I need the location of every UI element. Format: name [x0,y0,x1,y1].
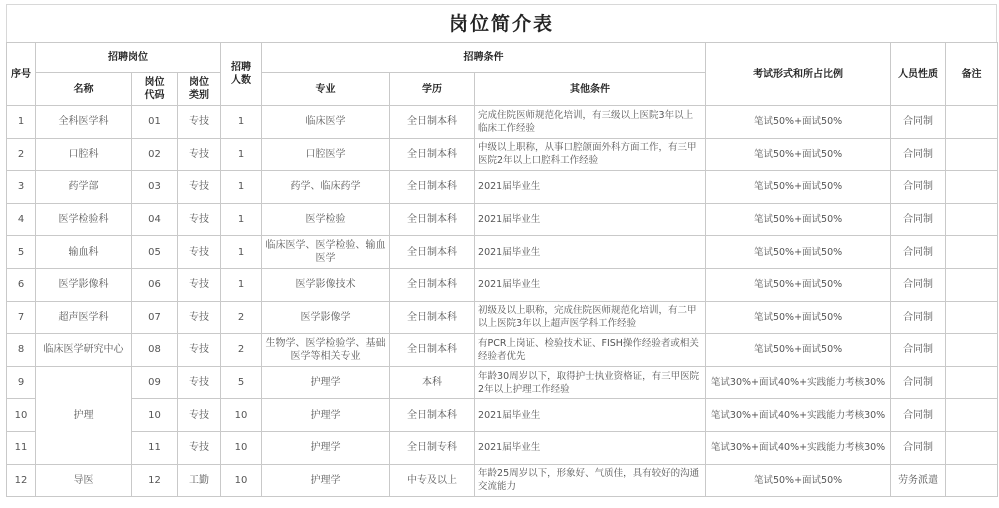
cell-exam: 笔试50%+面试50% [706,138,891,171]
cell-staff-type: 合同制 [891,268,946,301]
cell-remark [946,236,998,269]
cell-code: 06 [132,268,178,301]
cell-category: 专技 [178,301,221,334]
cell-major: 医学影像技术 [262,268,390,301]
cell-major: 护理学 [262,464,390,497]
cell-exam: 笔试50%+面试50% [706,236,891,269]
cell-other: 2021届毕业生 [475,171,706,204]
cell-remark [946,464,998,497]
header-remark: 备注 [946,43,998,106]
cell-exam: 笔试50%+面试50% [706,301,891,334]
positions-table [6,42,998,497]
cell-remark [946,268,998,301]
table-row [7,431,998,464]
cell-seq: 5 [7,236,36,269]
cell-name: 医学影像科 [36,268,132,301]
cell-education: 全日制本科 [390,236,475,269]
cell-code: 03 [132,171,178,204]
cell-other: 年龄30周岁以下，取得护士执业资格证，有三甲医院2年以上护理工作经验 [475,366,706,399]
cell-exam: 笔试30%+面试40%+实践能力考核30% [706,399,891,432]
cell-count: 1 [221,236,262,269]
table-row [7,171,998,204]
cell-code: 08 [132,334,178,367]
table-row [7,366,998,399]
cell-seq: 4 [7,203,36,236]
cell-name: 导医 [36,464,132,497]
cell-seq: 9 [7,366,36,399]
cell-education: 全日制本科 [390,106,475,139]
cell-count: 1 [221,203,262,236]
cell-education: 全日制本科 [390,301,475,334]
cell-exam: 笔试50%+面试50% [706,171,891,204]
cell-count: 10 [221,431,262,464]
cell-category: 专技 [178,171,221,204]
cell-seq: 10 [7,399,36,432]
cell-remark [946,138,998,171]
cell-code: 12 [132,464,178,497]
page-title: 岗位简介表 [6,4,997,42]
cell-count: 10 [221,464,262,497]
cell-code: 09 [132,366,178,399]
header-major: 专业 [262,73,390,106]
header-other: 其他条件 [475,73,706,106]
cell-remark [946,106,998,139]
table-row [7,203,998,236]
cell-other: 中级以上职称，从事口腔颌面外科方面工作，有三甲医院2年以上口腔科工作经验 [475,138,706,171]
cell-exam: 笔试50%+面试50% [706,203,891,236]
cell-seq: 12 [7,464,36,497]
cell-count: 5 [221,366,262,399]
cell-exam: 笔试30%+面试40%+实践能力考核30% [706,431,891,464]
cell-seq: 3 [7,171,36,204]
cell-seq: 6 [7,268,36,301]
cell-other: 2021届毕业生 [475,399,706,432]
cell-major: 生物学、医学检验学、基础医学等相关专业 [262,334,390,367]
cell-count: 2 [221,334,262,367]
cell-code: 01 [132,106,178,139]
cell-education: 全日制本科 [390,171,475,204]
table-row [7,236,998,269]
cell-remark [946,366,998,399]
cell-category: 专技 [178,334,221,367]
cell-name: 药学部 [36,171,132,204]
cell-education: 全日制本科 [390,138,475,171]
cell-major: 药学、临床药学 [262,171,390,204]
cell-category: 专技 [178,106,221,139]
cell-category: 专技 [178,366,221,399]
cell-name: 临床医学研究中心 [36,334,132,367]
cell-category: 专技 [178,138,221,171]
cell-exam: 笔试30%+面试40%+实践能力考核30% [706,366,891,399]
cell-code: 02 [132,138,178,171]
cell-code: 04 [132,203,178,236]
cell-count: 2 [221,301,262,334]
cell-education: 全日制本科 [390,399,475,432]
header-education: 学历 [390,73,475,106]
cell-exam: 笔试50%+面试50% [706,464,891,497]
cell-staff-type: 合同制 [891,366,946,399]
cell-remark [946,301,998,334]
cell-staff-type: 合同制 [891,106,946,139]
cell-staff-type: 合同制 [891,138,946,171]
cell-name: 输血科 [36,236,132,269]
cell-category: 专技 [178,203,221,236]
cell-category: 专技 [178,236,221,269]
cell-category: 工勤 [178,464,221,497]
table-row [7,106,998,139]
cell-education: 全日制专科 [390,431,475,464]
header-category: 岗位类别 [178,73,221,106]
cell-exam: 笔试50%+面试50% [706,106,891,139]
header-code: 岗位代码 [132,73,178,106]
cell-education: 本科 [390,366,475,399]
cell-code: 10 [132,399,178,432]
cell-staff-type: 合同制 [891,431,946,464]
cell-other: 完成住院医师规范化培训，有三级以上医院3年以上临床工作经验 [475,106,706,139]
cell-seq: 8 [7,334,36,367]
table-row [7,268,998,301]
cell-name: 医学检验科 [36,203,132,236]
cell-seq: 7 [7,301,36,334]
header-conditions-group: 招聘条件 [262,43,706,73]
cell-count: 1 [221,138,262,171]
cell-education: 全日制本科 [390,334,475,367]
header-count: 招聘人数 [221,43,262,106]
cell-count: 10 [221,399,262,432]
cell-major: 医学检验 [262,203,390,236]
cell-name: 全科医学科 [36,106,132,139]
cell-count: 1 [221,268,262,301]
cell-other: 2021届毕业生 [475,203,706,236]
cell-name: 口腔科 [36,138,132,171]
cell-seq: 11 [7,431,36,464]
cell-code: 07 [132,301,178,334]
cell-major: 临床医学、医学检验、输血医学 [262,236,390,269]
cell-major: 护理学 [262,431,390,464]
cell-exam: 笔试50%+面试50% [706,334,891,367]
cell-other: 年龄25周岁以下，形象好、气质佳，具有较好的沟通交流能力 [475,464,706,497]
cell-remark [946,334,998,367]
header-exam: 考试形式和所占比例 [706,43,891,106]
cell-category: 专技 [178,268,221,301]
cell-major: 护理学 [262,366,390,399]
table-row [7,301,998,334]
cell-education: 全日制本科 [390,268,475,301]
table-row [7,399,998,432]
header-name: 名称 [36,73,132,106]
cell-category: 专技 [178,399,221,432]
cell-seq: 1 [7,106,36,139]
cell-major: 临床医学 [262,106,390,139]
cell-major: 口腔医学 [262,138,390,171]
cell-staff-type: 合同制 [891,236,946,269]
cell-count: 1 [221,106,262,139]
cell-code: 11 [132,431,178,464]
cell-remark [946,431,998,464]
cell-remark [946,399,998,432]
cell-staff-type: 合同制 [891,334,946,367]
cell-seq: 2 [7,138,36,171]
cell-major: 护理学 [262,399,390,432]
cell-code: 05 [132,236,178,269]
cell-staff-type: 合同制 [891,399,946,432]
cell-major: 医学影像学 [262,301,390,334]
cell-other: 2021届毕业生 [475,431,706,464]
cell-name: 护理 [36,366,132,464]
table-row [7,464,998,497]
cell-other: 2021届毕业生 [475,268,706,301]
table-row [7,138,998,171]
cell-staff-type: 合同制 [891,301,946,334]
cell-other: 有PCR上岗证、检验技术证、FISH操作经验者或相关经验者优先 [475,334,706,367]
cell-count: 1 [221,171,262,204]
cell-other: 2021届毕业生 [475,236,706,269]
cell-exam: 笔试50%+面试50% [706,268,891,301]
cell-remark [946,171,998,204]
header-seq: 序号 [7,43,36,106]
cell-education: 全日制本科 [390,203,475,236]
cell-staff-type: 劳务派遣 [891,464,946,497]
header-staff-type: 人员性质 [891,43,946,106]
cell-staff-type: 合同制 [891,203,946,236]
cell-staff-type: 合同制 [891,171,946,204]
cell-name: 超声医学科 [36,301,132,334]
table-row [7,334,998,367]
cell-education: 中专及以上 [390,464,475,497]
cell-category: 专技 [178,431,221,464]
cell-other: 初级及以上职称，完成住院医师规范化培训，有二甲以上医院3年以上超声医学科工作经验 [475,301,706,334]
header-position-group: 招聘岗位 [36,43,221,73]
cell-remark [946,203,998,236]
